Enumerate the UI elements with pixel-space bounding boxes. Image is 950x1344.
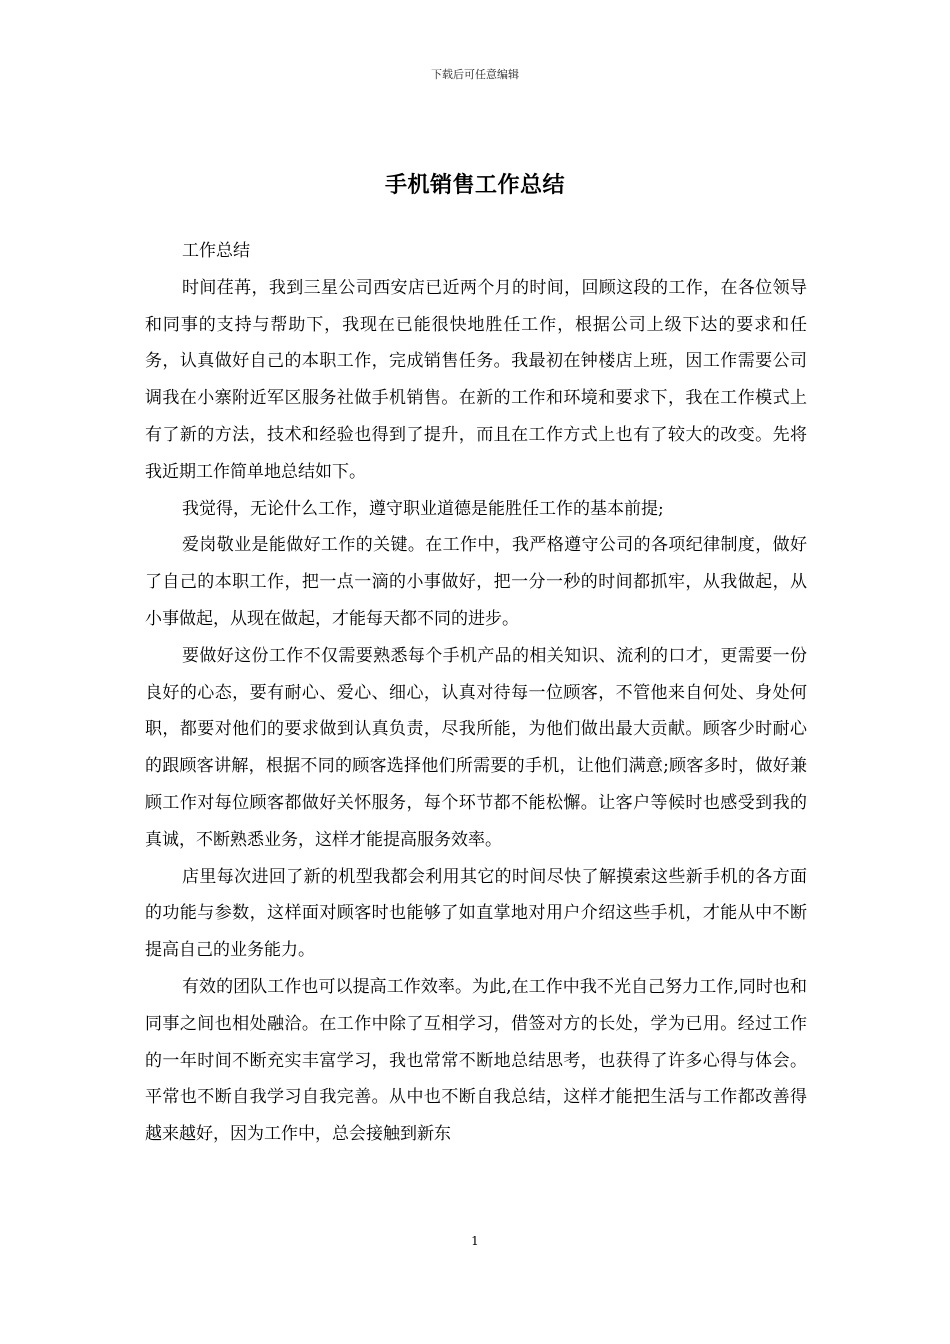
paragraph: 店里每次进回了新的机型我都会利用其它的时间尽快了解摸索这些新手机的各方面的功能与参数，这样面对顾客时也能够了如直掌地对用户介绍这些手机，才能从中不断提高自己的业务能力。 [145,866,807,961]
document-body [145,233,807,1153]
paragraph: 有效的团队工作也可以提高工作效率。为此,在工作中我不光自己努力工作,同时也和同事之间也相处融洽。在工作中除了互相学习，借签对方的长处，学为已用。经过工作的一年时间不断充实丰富学习，我也常常不断地总结思考，也获得了许多心得与体会。平常也不断自我学习自我完善。从中也不断自我总结，这样才能把生活与工作都改善得越来越好，因为工作中，总会接触到新东 [145,976,807,1145]
paragraph: 要做好这份工作不仅需要熟悉每个手机产品的相关知识、流利的口才，更需要一份良好的心态，要有耐心、爱心、细心，认真对待每一位顾客，不管他来自何处、身处何职，都要对他们的要求做到认真负责，尽我所能，为他们做出最大贡献。顾客少时耐心的跟顾客讲解，根据不同的顾客选择他们所需要的手机，让他们满意;顾客多时，做好兼顾工作对每位顾客都做好关怀服务，每个环节都不能松懈。让客户等候时也感受到我的真诚，不断熟悉业务，这样才能提高服务效率。 [145,645,807,850]
paragraph: 我觉得，无论什么工作，遵守职业道德是能胜任工作的基本前提; [182,498,664,519]
paragraph: 时间荏苒，我到三星公司西安店已近两个月的时间，回顾这段的工作，在各位领导和同事的支持与帮助下，我现在已能很快地胜任工作，根据公司上级下达的要求和任务，认真做好自己的本职工作，完成销售任务。我最初在钟楼店上班，因工作需要公司调我在小寨附近军区服务社做手机销售。在新的工作和环境和要求下，我在工作模式上有了新的方法，技术和经验也得到了提升，而且在工作方式上也有了较大的改变。先将我近期工作简单地总结如下。 [145,277,807,482]
paragraph: 爱岗敬业是能做好工作的关键。在工作中，我严格遵守公司的各项纪律制度，做好了自己的本职工作，把一点一滴的小事做好，把一分一秒的时间都抓牢，从我做起，从小事做起，从现在做起，才能每天都不同的进步。 [145,535,807,629]
document-title: 手机销售工作总结 [384,171,565,198]
page-header-note: 下载后可任意编辑 [431,68,519,81]
page-number: 1 [471,1234,479,1248]
section-heading: 工作总结 [182,241,250,261]
